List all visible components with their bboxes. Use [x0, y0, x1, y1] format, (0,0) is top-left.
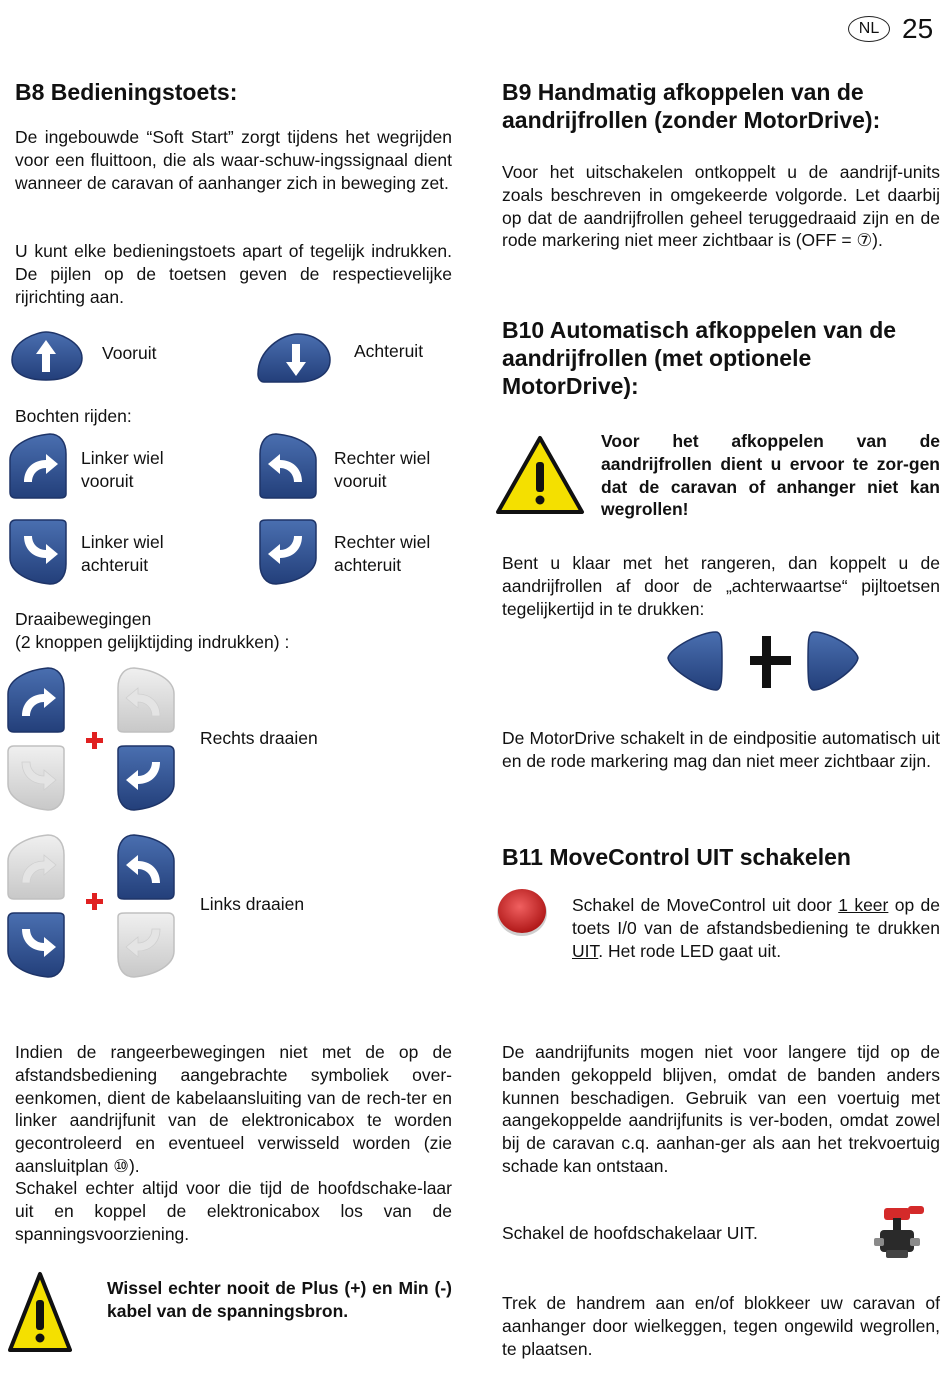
rechter-wiel-achteruit-label-1: Rechter wiel — [334, 532, 431, 552]
warning-triangle-icon — [8, 1270, 72, 1354]
b11-text-5: . Het rode LED gaat uit. — [598, 940, 782, 961]
linker-wiel-vooruit-label-1: Linker wiel — [81, 448, 164, 468]
b11-paragraph — [572, 894, 940, 962]
bochten-label: Bochten rijden: — [15, 406, 132, 426]
main-switch-off-text: Schakel de hoofdschakelaar UIT. — [502, 1223, 758, 1243]
right-wheel-forward-icon — [258, 432, 318, 500]
b9-title-line-2: aandrijfrollen (zonder MotorDrive): — [502, 107, 881, 133]
language-badge: NL — [848, 16, 890, 42]
linker-wiel-vooruit-label-2: vooruit — [81, 471, 134, 491]
b10-title-line-3: MotorDrive): — [502, 373, 639, 399]
rotate-left-buttons-icon — [6, 833, 182, 981]
backward-buttons-combo-icon — [664, 628, 860, 694]
draaibewegingen-sublabel: (2 knoppen gelijktijding indrukken) : — [15, 632, 290, 652]
forward-button-icon — [8, 330, 84, 384]
rechter-wiel-vooruit-label-1: Rechter wiel — [334, 448, 431, 468]
main-switch-icon — [872, 1204, 944, 1264]
backward-button-icon — [254, 330, 334, 384]
left-wheel-backward-icon — [8, 518, 68, 586]
cable-check-paragraph: Indien de rangeerbewegingen niet met de op de afstandsbediening aangebrachte symboliek over-eenkomen, dient de kabelaansluiting van de rech-ter en linker aandrijfunit van de elektronicabox te worden gecontroleerd en eventueel verwisseld worden (zie aansluitplan ⑩). — [15, 1042, 452, 1176]
b11-text-once: 1 keer — [838, 895, 889, 915]
switch-off-paragraph: Schakel echter altijd voor die tijd de hoofdschake-laar uit en koppel de elektronicabox los van de spanningsvoorziening. — [15, 1178, 452, 1244]
links-draaien-label: Links draaien — [200, 894, 305, 914]
tire-damage-paragraph: De aandrijfunits mogen niet voor langere tijd op de banden gekoppeld blijven, omdat de banden anders kunnen beschadigen. Gebruik van een voertuig met aangekoppelde aandrijfunits is ver-boden, omdat zowel bij de caravan c.q. aanhan-ger als aan het trekvoertuig schade kan ontstaan. — [502, 1042, 940, 1176]
b9-paragraph: Voor het uitschakelen ontkoppelt u de aandrijf-units zoals beschreven in omgekeerde volgorde. Let daarbij op dat de aandrijfrollen geheel teruggedraaid zijn en de rode markering niet meer zichtbaar is (OFF = ⑦). — [502, 162, 940, 251]
handbrake-paragraph: Trek de handrem aan en/of blokkeer uw caravan of aanhanger door wielkeggen, tegen ongewild wegrollen, te plaatsen. — [502, 1293, 940, 1359]
left-wheel-forward-icon — [8, 432, 68, 500]
vooruit-label: Vooruit — [102, 343, 157, 363]
b10-title-line-1: B10 Automatisch afkoppelen van de — [502, 317, 897, 343]
linker-wiel-achteruit-label-2: achteruit — [81, 555, 149, 575]
rechter-wiel-vooruit-label-2: vooruit — [334, 471, 387, 491]
rechter-wiel-achteruit-label-2: achteruit — [334, 555, 402, 575]
b11-title: B11 MoveControl UIT schakelen — [502, 844, 851, 870]
b11-text-3: op de toets I/0 van de afstandsbediening te drukken — [572, 895, 941, 938]
page-number: 25 — [902, 13, 934, 44]
draaibewegingen-label: Draaibewegingen — [15, 609, 152, 629]
achteruit-label: Achteruit — [354, 341, 424, 361]
b10-warning-text: Voor het afkoppelen van de aandrijfrollen dient u ervoor te zor-gen dat de caravan of anhanger niet kan wegrollen! — [601, 431, 940, 520]
linker-wiel-achteruit-label-1: Linker wiel — [81, 532, 164, 552]
rechts-draaien-label: Rechts draaien — [200, 728, 318, 748]
b8-paragraph-2: U kunt elke bedieningstoets apart of tegelijk indrukken. De pijlen op de toetsen geven de respectievelijke rijrichting aan. — [15, 241, 452, 307]
b11-text-uit: UIT — [572, 940, 599, 961]
b10-paragraph-1: Bent u klaar met het rangeren, dan koppelt u de aandrijfrollen af door de „achterwaartse“ pijltoetsen tegelijkertijd in te drukken: — [502, 553, 940, 619]
b10-title-line-2: aandrijfrollen (met optionele — [502, 345, 812, 371]
b10-paragraph-2: De MotorDrive schakelt in de eindpositie automatisch uit en de rode markering mag dan niet meer zichtbaar zijn. — [502, 728, 940, 771]
polarity-warning-text: Wissel echter nooit de Plus (+) en Min (-) kabel van de spanningsbron. — [107, 1278, 452, 1321]
red-led-button-icon — [494, 886, 550, 938]
b8-paragraph-1: De ingebouwde “Soft Start” zorgt tijdens het wegrijden voor een fluittoon, die als waar-schuw-ingssignaal dient wanneer de caravan of aanhanger zich in beweging zet. — [15, 127, 452, 193]
b9-title-line-1: B9 Handmatig afkoppelen van de — [502, 79, 864, 105]
right-wheel-backward-icon — [258, 518, 318, 586]
b11-text-1: Schakel de MoveControl uit door — [572, 895, 839, 915]
rotate-right-buttons-icon — [6, 666, 182, 814]
b8-title: B8 Bedieningstoets: — [15, 79, 238, 105]
warning-triangle-icon — [494, 434, 586, 516]
